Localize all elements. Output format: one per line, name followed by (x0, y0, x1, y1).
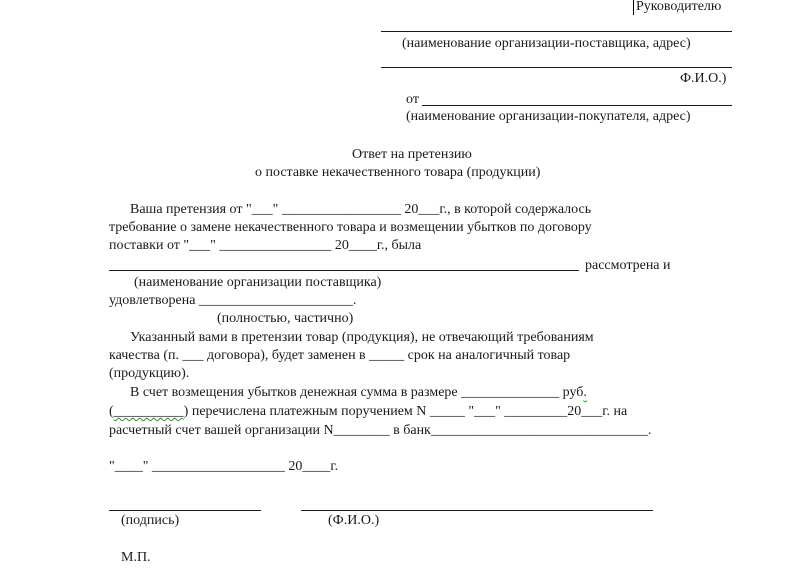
paragraph-3-line-1 (130, 385, 587, 401)
document-subtitle: о поставке некачественного товара (продукции) (255, 165, 541, 180)
paragraph-1-line-1: Ваша претензия от "___" _________________ 20___г., в которой содержалось (130, 202, 592, 217)
header-buyer-caption: (наименование организации-покупателя, адрес) (406, 109, 691, 124)
amount-in-words-field: __________ (113, 404, 184, 419)
paragraph-3-line-2-open: ( (109, 404, 114, 419)
fio-caption: (Ф.И.О.) (328, 513, 380, 528)
header-org-caption: (наименование организации-поставщика, адрес) (402, 36, 691, 51)
signature-line (109, 510, 261, 511)
text-cursor (633, 0, 634, 15)
header-line-buyer (422, 105, 732, 106)
header-line-fio (381, 67, 732, 68)
paragraph-3-line-3: расчетный счет вашей организации N________ в банк_______________________________. (109, 423, 652, 438)
header-fio-caption: Ф.И.О.) (680, 71, 727, 86)
fio-line (301, 510, 653, 511)
document-title: Ответ на претензию (352, 147, 472, 162)
paragraph-3-line-2-text: ) перечислена платежным поручением N _____ "___" _________20___г. на (183, 404, 628, 419)
paragraph-3-line-1-text: В счет возмещения убытков денежная сумма в размере ______________ руб (130, 385, 584, 400)
supplier-name-caption: (наименование организации поставщика) (134, 275, 382, 290)
paragraph-2-line-1: Указанный вами в претензии товар (продукция), не отвечающий требованиям (130, 330, 594, 345)
paragraph-2-line-2: качества (п. ___ договора), будет заменен в _____ срок на аналогичный товар (109, 348, 571, 363)
signature-caption: (подпись) (121, 513, 180, 528)
header-line-org (381, 31, 732, 32)
stamp-placeholder: М.П. (121, 550, 151, 565)
paragraph-3-line-2 (109, 404, 627, 420)
signature-date-line: "____" ___________________ 20____г. (109, 459, 339, 474)
satisfaction-caption: (полностью, частично) (217, 311, 354, 326)
paragraph-1-line-4: рассмотрена и (585, 258, 671, 273)
paragraph-2-line-3: (продукцию). (109, 366, 190, 381)
paragraph-1-line-6: удовлетворена ______________________. (109, 293, 357, 308)
supplier-name-line (109, 270, 579, 271)
paragraph-1-line-3: поставки от "___" ________________ 20____г., была (109, 238, 422, 253)
paragraph-1-line-2: требование о замене некачественного товара и возмещении убытков по договору (109, 220, 592, 235)
header-from-label: от (406, 92, 419, 107)
spellcheck-mark: . (583, 385, 587, 400)
header-recipient: Руководителю (636, 0, 722, 14)
